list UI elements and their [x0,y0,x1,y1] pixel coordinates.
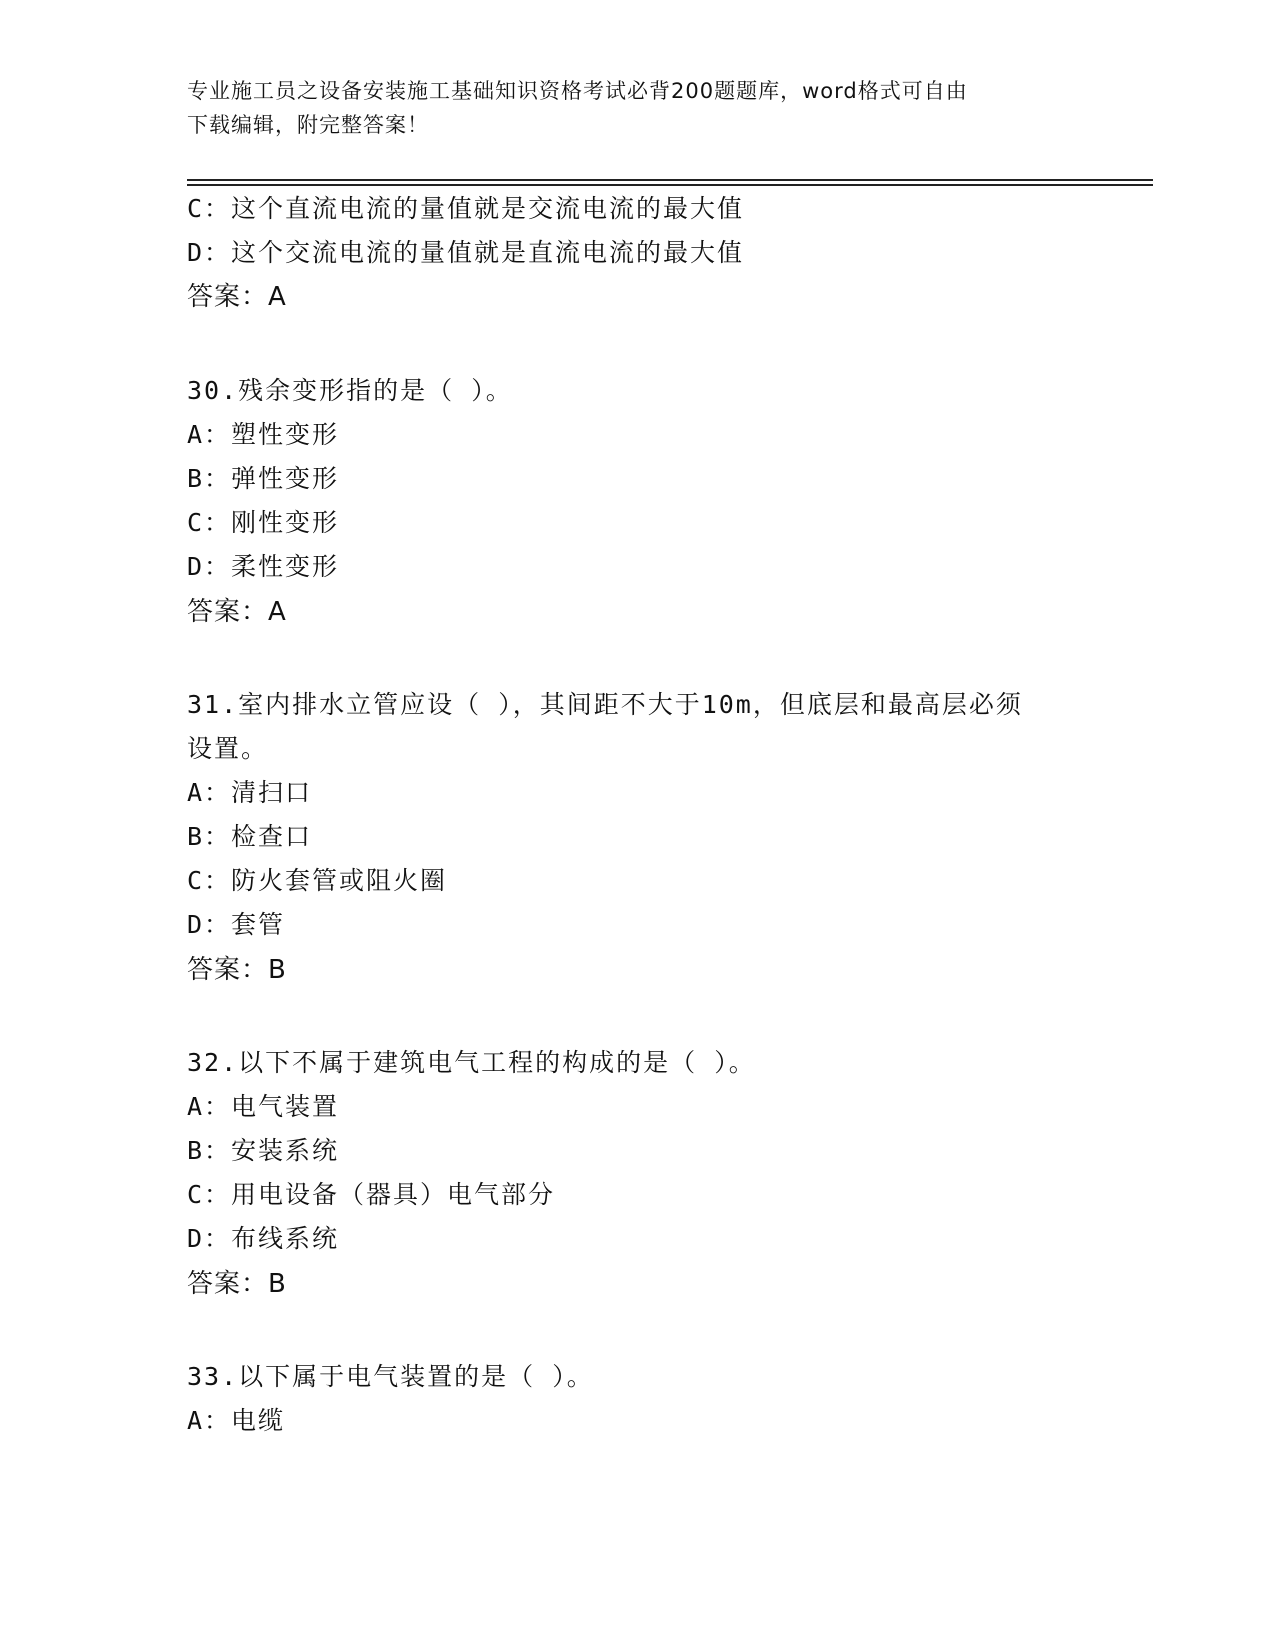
q30-question: 30.残余变形指的是（ ）。 [187,376,513,405]
q31-question-line-1: 31.室内排水立管应设（ ），其间距不大于10m，但底层和最高层必须 [187,690,1023,719]
q29-option-c: C：这个直流电流的量值就是交流电流的最大值 [187,194,745,223]
q32-answer: 答案：B [187,1269,287,1299]
header-title-line-2: 下载编辑，附完整答案！ [187,113,429,137]
q32-question: 32.以下不属于建筑电气工程的构成的是（ ）。 [187,1048,756,1077]
q31-answer: 答案：B [187,955,287,985]
q30-answer: 答案：A [187,597,287,627]
q30-option-b: B：弹性变形 [187,464,340,493]
q31-option-a: A：清扫口 [187,778,313,807]
q33-option-a: A：电缆 [187,1406,286,1435]
q30-option-a: A：塑性变形 [187,420,340,449]
q31-option-d: D：套管 [187,910,286,939]
q32-option-a: A：电气装置 [187,1092,340,1121]
q32-option-b: B：安装系统 [187,1136,340,1165]
q30-option-d: D：柔性变形 [187,552,340,581]
q32-option-c: C：用电设备（器具）电气部分 [187,1180,556,1209]
q29-answer: 答案：A [187,282,287,312]
header-divider-top [187,179,1153,181]
header-title-line-1: 专业施工员之设备安装施工基础知识资格考试必背200题题库，word格式可自由 [187,79,968,103]
q33-question: 33.以下属于电气装置的是（ ）。 [187,1362,594,1391]
q31-question-line-2: 设置。 [187,734,269,763]
q31-option-c: C：防火套管或阻火圈 [187,866,448,895]
header-divider-bottom [187,184,1153,186]
q29-option-d: D：这个交流电流的量值就是直流电流的最大值 [187,238,745,267]
q30-option-c: C：刚性变形 [187,508,340,537]
document-header [187,74,1087,142]
q32-option-d: D：布线系统 [187,1224,340,1253]
q31-option-b: B：检查口 [187,822,313,851]
